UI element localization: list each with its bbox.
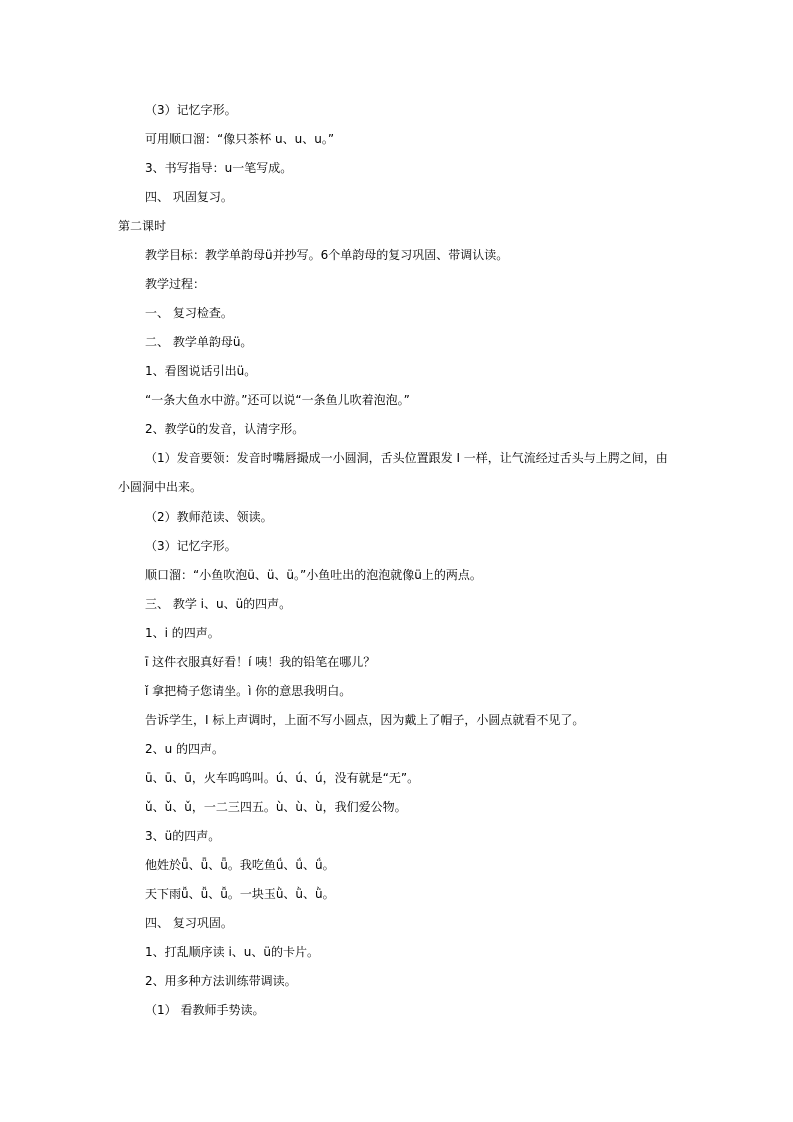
text-line-30: 2、用多种方法训练带调读。 (145, 974, 297, 988)
text-line-2: 可用顺口溜：“像只茶杯 u、u、u。” (145, 132, 335, 146)
text-line-12: 2、教学ü的发音，认清字形。 (145, 422, 305, 436)
text-line-3: 3、书写指导：u一笔写成。 (145, 161, 293, 175)
text-line-1: （3）记忆字形。 (145, 103, 237, 117)
text-line-4: 四、 巩固复习。 (145, 190, 233, 204)
text-line-18: 1、i 的四声。 (145, 626, 220, 640)
text-line-9: 二、 教学单韵母ü。 (145, 335, 253, 349)
text-line-28: 四、 复习巩固。 (145, 916, 233, 930)
text-line-17: 三、 教学 i、u、ü的四声。 (145, 597, 292, 611)
text-line-24: ǔ、ǔ、ǔ，一二三四五。ù、ù、ù，我们爱公物。 (145, 800, 407, 814)
text-line-26: 他姓於ǖ、ǖ、ǖ。我吃鱼ǘ、ǘ、ǘ。 (145, 858, 335, 872)
text-paragraph-13: （1）发音要领：发音时嘴唇撮成一小圆洞，舌头位置跟发 I 一样，让气流经过舌头与上腭之间，由小圆洞中出来。 (118, 451, 668, 494)
text-line-16: 顺口溜：“小鱼吹泡ü、ü、ü。”小鱼吐出的泡泡就像ü上的两点。 (145, 568, 482, 582)
text-line-7: 教学过程： (145, 277, 206, 291)
text-line-14: （2）教师范读、领读。 (145, 510, 273, 524)
text-line-27: 天下雨ǚ、ǚ、ǚ。一块玉ǜ、ǜ、ǜ。 (145, 887, 335, 901)
text-line-20: ǐ 拿把椅子您请坐。ì 你的意思我明白。 (145, 684, 352, 698)
text-line-25: 3、ü的四声。 (145, 829, 221, 843)
text-line-21: 告诉学生，I 标上声调时，上面不写小圆点，因为戴上了帽子，小圆点就看不见了。 (145, 713, 585, 727)
text-line-29: 1、打乱顺序读 i、u、ü的卡片。 (145, 945, 319, 959)
text-line-8: 一、 复习检查。 (145, 306, 233, 320)
text-line-6: 教学目标：教学单韵母ü并抄写。6个单韵母的复习巩固、带调认读。 (145, 248, 509, 262)
text-line-19: ī 这件衣服真好看！í 咦！我的铅笔在哪儿？ (145, 655, 376, 669)
text-line-15: （3）记忆字形。 (145, 539, 237, 553)
section-heading: 第二课时 (118, 219, 167, 233)
text-line-11: “一条大鱼水中游。”还可以说“一条鱼儿吹着泡泡。” (145, 393, 410, 407)
text-line-23: ū、ū、ū，火车呜呜叫。ú、ú、ú，没有就是“无”。 (145, 771, 420, 785)
text-line-22: 2、u 的四声。 (145, 742, 225, 756)
text-line-31: （1） 看教师手势读。 (145, 1003, 265, 1017)
text-line-10: 1、看图说话引出ü。 (145, 364, 257, 378)
